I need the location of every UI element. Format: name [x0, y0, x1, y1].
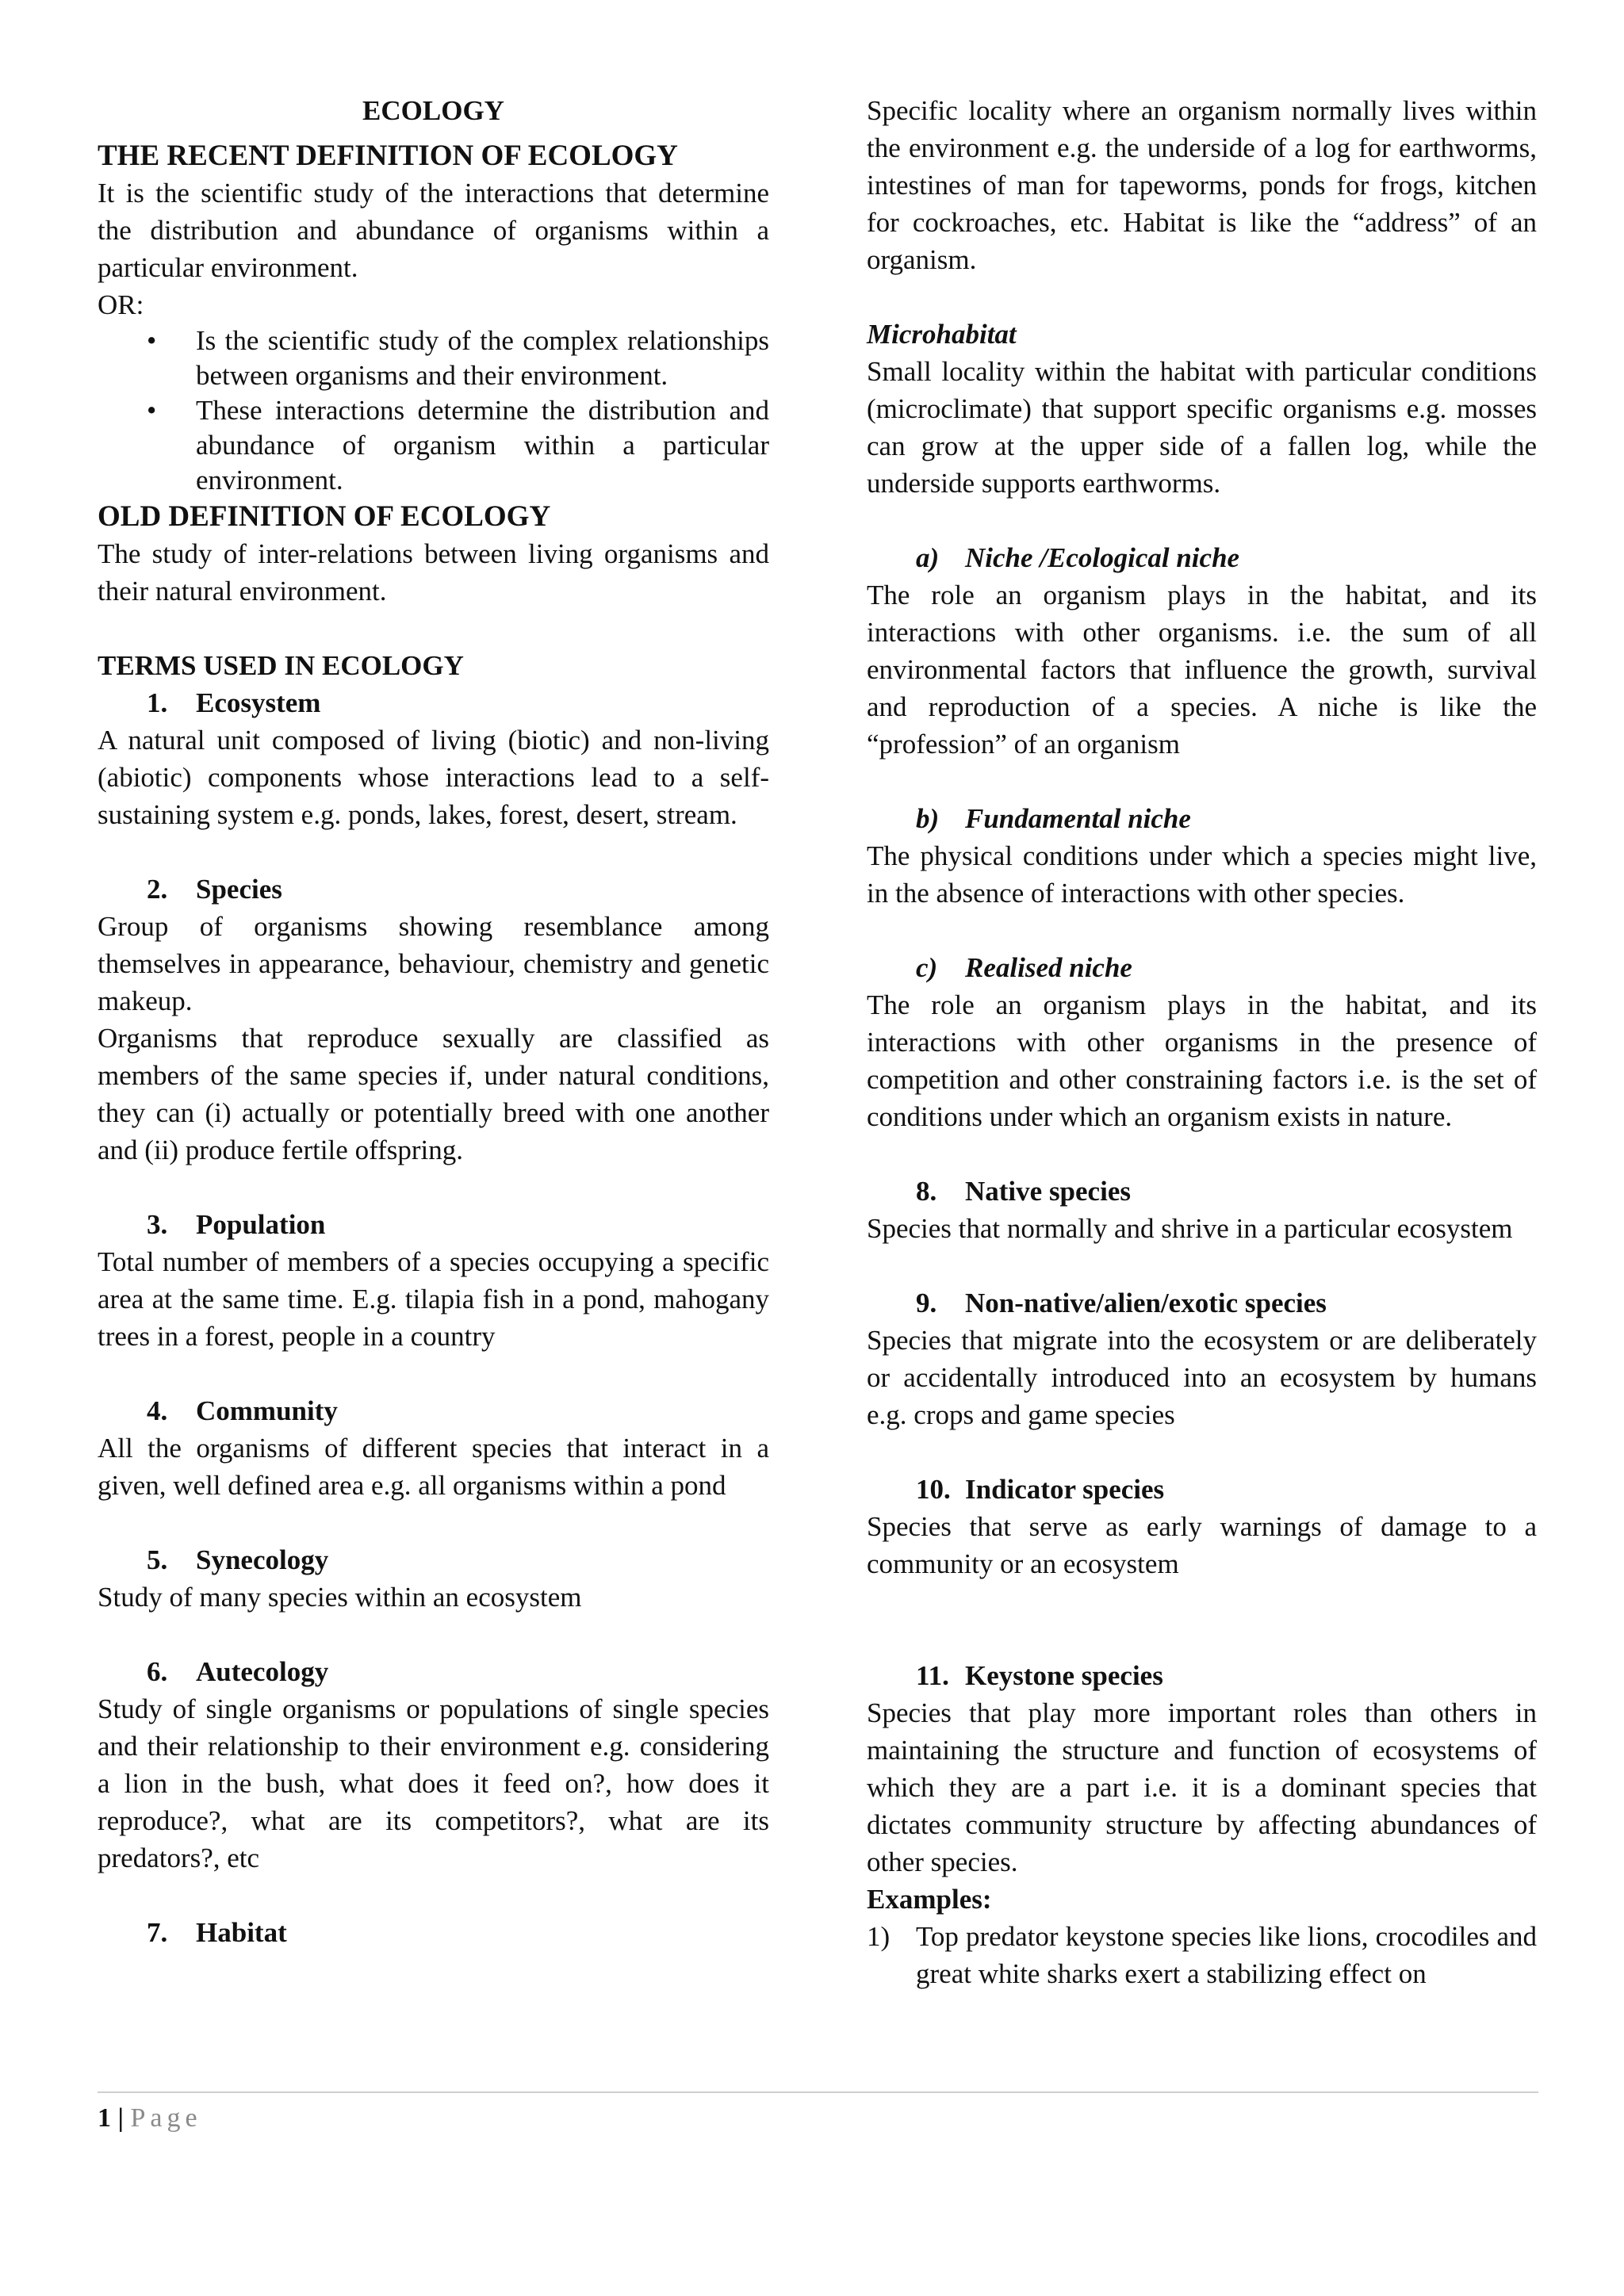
recent-definition-text: It is the scientific study of the interactions that determine the distribution and abundance of organisms within a particular environment. — [98, 178, 769, 283]
bullet-text: These interactions determine the distribution and abundance of organism within a particular environment. — [196, 395, 769, 496]
term-definition-species-2: Organisms that reproduce sexually are classified as members of the same species if, under natural conditions, they can (i) actually or potentially breed with one another and (ii) produce fertile offspring. — [98, 1023, 769, 1165]
recent-definition-heading: THE RECENT DEFINITION OF ECOLOGY — [98, 140, 678, 172]
left-column — [98, 92, 769, 1951]
microhabitat-heading: Microhabitat — [867, 319, 1017, 350]
term-definition-species: Group of organisms showing resemblance among themselves in appearance, behaviour, chemistry and genetic makeup. — [98, 911, 769, 1016]
term-definition-keystone-species: Species that play more important roles than others in maintaining the structure and function of ecosystems of which they are a part i.e. it is a dominant species that dictates community structure by affecting abundances of other species. — [867, 1697, 1537, 1877]
term-definition-native-species: Species that normally and shrive in a particular ecosystem — [867, 1213, 1513, 1244]
page-footer — [98, 2099, 202, 2137]
term-definition-habitat: Specific locality where an organism normally lives within the environment e.g. the underside of a log for earthworms, intestines of man for tapeworms, ponds for frogs, kitchen for cockroaches, etc. Habitat is like the “address” of an organism. — [867, 95, 1537, 275]
old-definition-heading: OLD DEFINITION OF ECOLOGY — [98, 500, 551, 533]
term-definition-indicator-species: Species that serve as early warnings of damage to a community or an ecosystem — [867, 1511, 1537, 1579]
page-word: Page — [130, 2103, 202, 2133]
footer-divider — [98, 2091, 1538, 2093]
example-item: 1) Top predator keystone species like lions, crocodiles and great white sharks exert a stabilizing effect on — [867, 1921, 1537, 1989]
term-definition-population: Total number of members of a species occupying a specific area at the same time. E.g. tilapia fish in a pond, mahogany trees in a forest, people in a country — [98, 1246, 769, 1352]
term-heading-native-species: 8. Native species — [916, 1176, 1131, 1207]
terms-heading: TERMS USED IN ECOLOGY — [98, 650, 464, 681]
term-heading-autecology: 6. Autecology — [147, 1656, 329, 1687]
microhabitat-text: Small locality within the habitat with particular conditions (microclimate) that support specific organisms e.g. mosses can grow at the upper side of a fallen log, while the underside supports earthworms. — [867, 356, 1537, 499]
fundamental-niche-heading: b) Fundamental niche — [916, 803, 1191, 834]
page-number: 1 — [98, 2103, 111, 2133]
definition-bullet-list — [98, 323, 769, 498]
bullet-icon: • — [147, 325, 157, 356]
term-heading-keystone-species: 11. Keystone species — [916, 1660, 1163, 1691]
niche-heading: a) Niche /Ecological niche — [916, 542, 1240, 573]
or-label: OR: — [98, 289, 144, 320]
examples-label: Examples: — [867, 1884, 992, 1915]
term-definition-synecology: Study of many species within an ecosystem — [98, 1582, 582, 1613]
term-definition-ecosystem: A natural unit composed of living (biotic) and non-living (abiotic) components whose interactions lead to a self-sustaining system e.g. ponds, lakes, forest, desert, stream. — [98, 725, 769, 830]
bullet-item — [98, 393, 769, 498]
term-definition-non-native-species: Species that migrate into the ecosystem or are deliberately or accidentally introduced into an ecosystem by humans e.g. crops and game species — [867, 1325, 1537, 1430]
bullet-icon: • — [147, 395, 157, 426]
realised-niche-heading: c) Realised niche — [916, 952, 1132, 983]
term-heading-habitat: 7. Habitat — [147, 1917, 287, 1948]
examples-list — [867, 1918, 1537, 1992]
term-heading-population: 3. Population — [147, 1209, 326, 1240]
term-heading-ecosystem: 1. Ecosystem — [147, 687, 321, 718]
term-heading-community: 4. Community — [147, 1395, 338, 1426]
realised-niche-text: The role an organism plays in the habitat, and its interactions with other organisms in the presence of competition and other constraining factors i.e. is the set of conditions under which an organism exists in nature. — [867, 989, 1537, 1132]
footer-separator: | — [117, 2103, 124, 2133]
page-title: ECOLOGY — [362, 95, 504, 126]
fundamental-niche-text: The physical conditions under which a species might live, in the absence of interactions with other species. — [867, 840, 1537, 909]
niche-text: The role an organism plays in the habitat, and its interactions with other organisms. i.e. the sum of all environmental factors that influence the growth, survival and reproduction of a species. A niche is like the “profession” of an organism — [867, 580, 1537, 760]
term-heading-non-native-species: 9. Non-native/alien/exotic species — [916, 1288, 1327, 1318]
term-definition-community: All the organisms of different species that interact in a given, well defined area e.g. all organisms within a pond — [98, 1433, 769, 1501]
bullet-item — [98, 323, 769, 393]
term-heading-synecology: 5. Synecology — [147, 1544, 329, 1575]
term-definition-autecology: Study of single organisms or populations of single species and their relationship to their environment e.g. considering a lion in the bush, what does it feed on?, how does it reproduce?, what are its competitors?, what are its predators?, etc — [98, 1693, 769, 1873]
old-definition-text: The study of inter-relations between living organisms and their natural environment. — [98, 538, 769, 607]
right-column — [867, 92, 1537, 1992]
term-heading-species: 2. Species — [147, 874, 282, 905]
term-heading-indicator-species: 10. Indicator species — [916, 1474, 1165, 1505]
bullet-text: Is the scientific study of the complex relationships between organisms and their environment. — [196, 325, 769, 391]
